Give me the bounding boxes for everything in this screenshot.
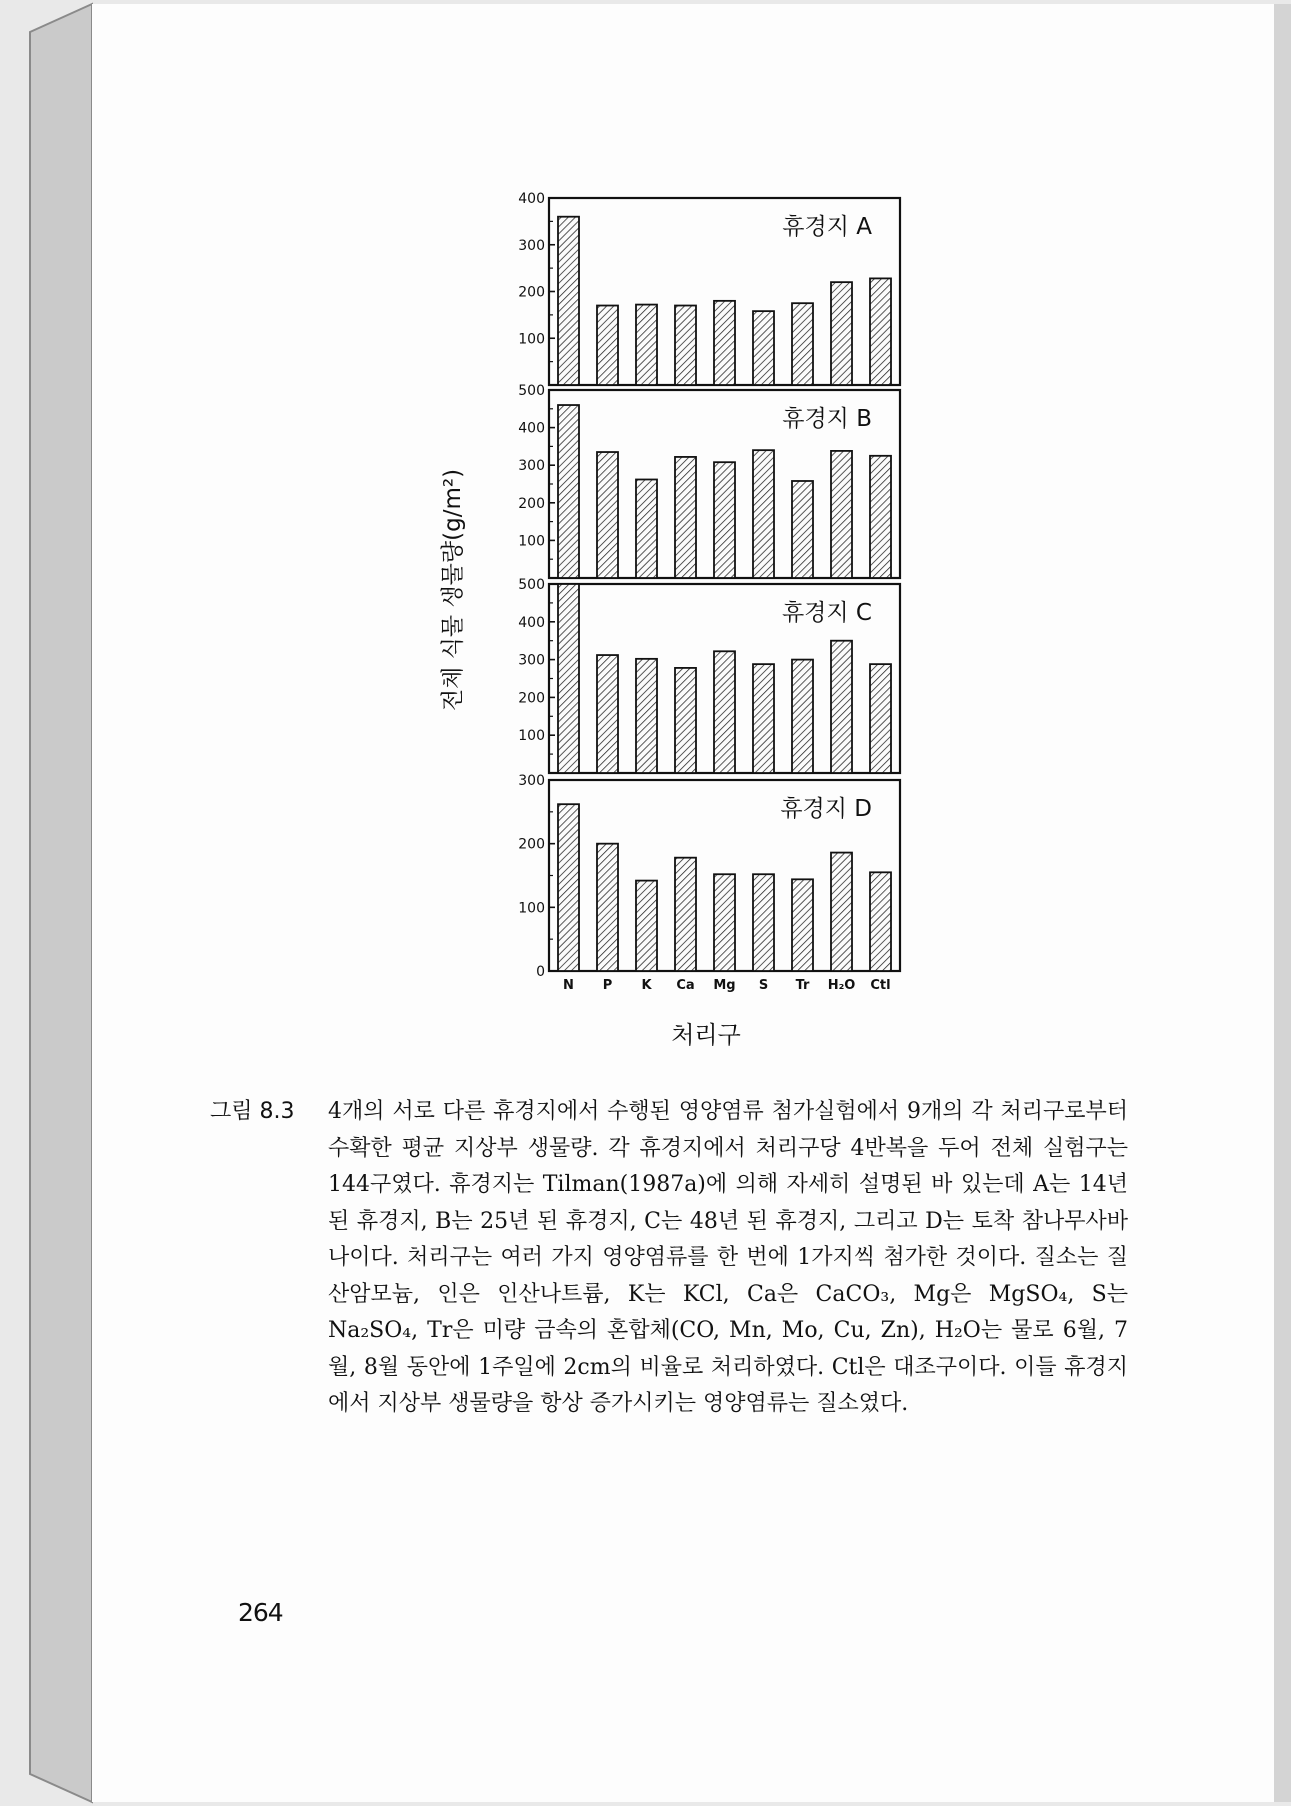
bar-Mg: [714, 462, 735, 578]
bar-Tr: [792, 303, 813, 385]
y-tick-label: 300: [518, 458, 545, 475]
bar-Ca: [675, 858, 696, 971]
x-tick-label: Mg: [713, 978, 736, 993]
chart-panel-1: [518, 191, 900, 385]
y-tick-label: 100: [518, 331, 545, 348]
bar-P: [597, 844, 618, 971]
x-tick-label: Ca: [676, 978, 695, 993]
y-tick-label: 100: [518, 728, 545, 745]
bar-Tr: [792, 660, 813, 773]
y-tick-label: 500: [518, 383, 545, 399]
bar-N: [558, 217, 579, 385]
bar-N: [558, 405, 579, 578]
panel-title: 휴경지 A: [782, 214, 872, 240]
y-tick-label: 200: [518, 284, 545, 301]
bar-H₂O: [831, 853, 852, 971]
y-tick-label: 400: [518, 420, 545, 437]
x-tick-label: Ctl: [870, 978, 891, 993]
bar-S: [753, 664, 774, 773]
bar-Mg: [714, 301, 735, 385]
bar-Ctl: [870, 872, 891, 971]
chart-panel-3: [518, 577, 900, 773]
y-tick-label: 200: [518, 495, 545, 512]
y-tick-label: 400: [518, 191, 545, 207]
y-tick-label: 100: [518, 900, 545, 917]
bar-K: [636, 659, 657, 773]
x-axis-title: 처리구: [671, 1021, 741, 1049]
figure-label: 그림 8.3: [210, 1099, 295, 1124]
x-tick-label: S: [758, 978, 769, 993]
bar-N: [558, 804, 579, 971]
x-tick-label: H₂O: [827, 978, 856, 993]
x-tick-label: Tr: [795, 978, 810, 993]
bar-K: [636, 305, 657, 385]
bar-S: [753, 311, 774, 385]
bar-Mg: [714, 874, 735, 971]
y-tick-label: 200: [518, 836, 545, 853]
panel-title: 휴경지 D: [780, 796, 872, 822]
y-tick-label: 400: [518, 614, 545, 631]
bar-Tr: [792, 879, 813, 971]
chart-panel-2: [518, 383, 900, 578]
y-axis-title: 전체 식물 생물량(g/m²): [440, 468, 466, 712]
y-tick-label: 300: [518, 773, 545, 789]
bar-K: [636, 881, 657, 971]
bar-H₂O: [831, 451, 852, 578]
x-tick-label: K: [641, 978, 652, 993]
y-tick-label: 300: [518, 652, 545, 669]
bar-Ctl: [870, 278, 891, 385]
bar-Ctl: [870, 664, 891, 773]
bar-H₂O: [831, 641, 852, 773]
bar-H₂O: [831, 282, 852, 385]
x-tick-label: P: [602, 978, 613, 993]
bar-K: [636, 479, 657, 578]
y-tick-label: 0: [536, 964, 545, 980]
bar-P: [597, 306, 618, 385]
panel-title: 휴경지 B: [782, 406, 872, 432]
chart-panel-4: [518, 773, 900, 980]
y-tick-label: 500: [518, 577, 545, 593]
y-tick-label: 100: [518, 533, 545, 550]
y-tick-label: 200: [518, 690, 545, 707]
bar-Mg: [714, 651, 735, 773]
figure-caption-text: 4개의 서로 다른 휴경지에서 수행된 영양염류 첨가실험에서 9개의 각 처리구로부터 수확한 평균 지상부 생물량. 각 휴경지에서 처리구당 4반복을 두어 전체 실험구는 144구였다. 휴경지는 Tilman(1987a)에 의해 자세히 설명된 바 있는데 A는 14년 된 휴경지, B는 25년 된 휴경지, C는 48년 된 휴경지, 그리고 D는 토착 참나무사바나이다. 처리구는 여러 가지 영양염류를 한 번에 1가지씩 첨가한 것이다. 질소는 질산암모늄, 인은 인산나트륨, K는 KCl, Ca은 CaCO₃, Mg은 MgSO₄, S는 Na₂SO₄, Tr은 미량 금속의 혼합체(CO, Mn, Mo, Cu, Zn), H₂O는 물로 6월, 7월, 8월 동안에 1주일에 2cm의 비율로 처리하였다. Ctl은 대조구이다. 이들 휴경지에서 지상부 생물량을 항상 증가시키는 영양염류는 질소였다.: [328, 1099, 1128, 1416]
bar-S: [753, 874, 774, 971]
bar-Ca: [675, 457, 696, 578]
bar-Ca: [675, 306, 696, 385]
bar-Tr: [792, 481, 813, 578]
x-tick-label: N: [563, 978, 574, 993]
bar-P: [597, 452, 618, 578]
bar-P: [597, 655, 618, 773]
panel-title: 휴경지 C: [781, 600, 872, 626]
y-tick-label: 300: [518, 237, 545, 254]
page-number: 264: [238, 1598, 283, 1627]
bar-Ctl: [870, 456, 891, 578]
bar-Ca: [675, 668, 696, 773]
bar-S: [753, 450, 774, 578]
bar-N: [558, 584, 579, 773]
